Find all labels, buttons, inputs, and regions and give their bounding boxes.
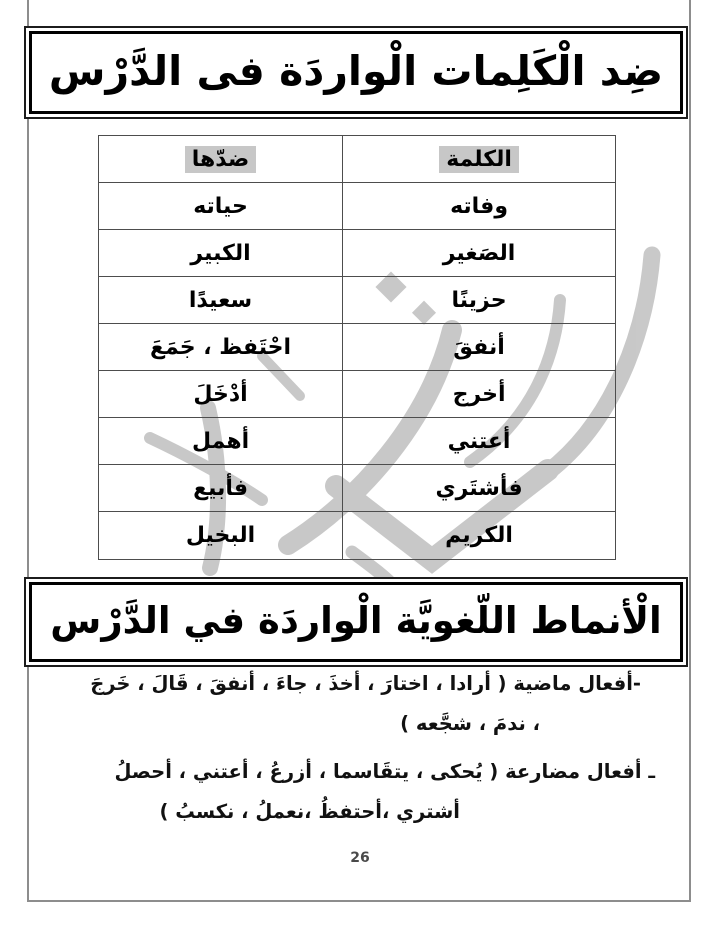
- header-cell-word: [342, 136, 615, 182]
- table-row: [99, 324, 615, 371]
- section2-title-box: [24, 577, 688, 667]
- section2-title: الْأنماط اللّغويَّة الْواردَة في الدَّرْس: [29, 582, 683, 662]
- table-row: [99, 512, 615, 559]
- word-cell: أنفقَ: [342, 324, 615, 370]
- table-row: [99, 230, 615, 277]
- past-verbs-paragraph: [70, 664, 645, 744]
- opposite-cell: احْتَفظ ، جَمَعَ: [150, 334, 292, 360]
- opposite-cell: الكبير: [190, 240, 251, 266]
- word-cell: أعتني: [342, 418, 615, 464]
- header-opposite-label: ضدّها: [185, 146, 256, 173]
- word-cell: الصَغير: [342, 230, 615, 276]
- table-row: [99, 183, 615, 230]
- section1-title: ضِد الْكَلِمات الْواردَة فى الدَّرْس: [29, 31, 683, 114]
- word-cell: أخرج: [342, 371, 615, 417]
- table-row: [99, 465, 615, 512]
- header-word-label: الكلمة: [439, 146, 519, 173]
- opposite-cell: أهمل: [191, 428, 250, 454]
- present-verbs-paragraph: [70, 752, 655, 832]
- opposite-cell: فأبيع: [193, 475, 248, 501]
- word-cell: فأشتَري: [342, 465, 615, 511]
- present-verbs-line2: أشتري ،أحتفظُ ،نعملُ ، نكسبُ ): [159, 800, 460, 823]
- table-row: [99, 371, 615, 418]
- present-verbs-line1: ـ أفعال مضارعة ( يُحكى ، يتقَاسما ، أزرعُ ، أعتني ، أحصلُ: [114, 760, 655, 783]
- opposite-cell: حياته: [193, 193, 248, 219]
- opposite-cell: أدْخَلَ: [193, 381, 248, 407]
- past-verbs-line1: -أفعال ماضية ( أرادا ، اختارَ ، أخذَ ، جاءَ ، أنفقَ ، قَالَ ، خَرجَ: [90, 672, 641, 695]
- table-row: [99, 277, 615, 324]
- table-header-row: [99, 136, 615, 183]
- opposites-table: [98, 135, 616, 560]
- word-cell: الكريم: [342, 512, 615, 559]
- table-row: [99, 418, 615, 465]
- word-cell: حزينًا: [342, 277, 615, 323]
- header-cell-opposite: [99, 136, 342, 182]
- page-number: 26: [350, 850, 370, 866]
- opposite-cell: سعيدًا: [188, 287, 253, 313]
- opposite-cell: البخيل: [185, 523, 256, 548]
- past-verbs-line2: ، ندمَ ، شجَّعه ): [400, 712, 540, 735]
- section1-title-box: [24, 26, 688, 119]
- word-cell: وفاته: [342, 183, 615, 229]
